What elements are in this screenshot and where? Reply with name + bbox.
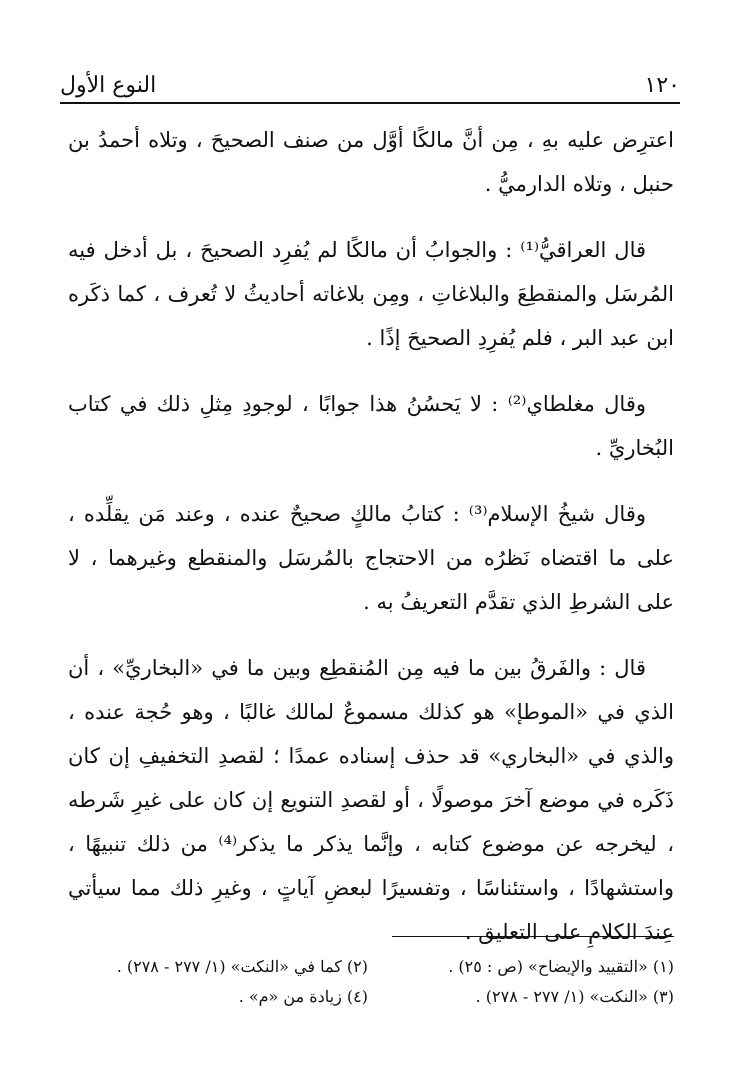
paragraph: اعترِض عليه بهِ ، مِن أنَّ مالكًا أوَّل من صنف الصحيحَ ، وتلاه أحمدُ بن حنبل ، وتلاه الدارميُّ .	[68, 128, 674, 196]
footnote-3: (٣) «النكت» (١/ ٢٧٧ - ٢٧٨) .	[475, 987, 674, 1006]
footnote-2: (٢) كما في «النكت» (١/ ٢٧٧ - ٢٧٨) .	[116, 957, 368, 976]
header-rule	[60, 102, 680, 104]
paragraph: وقال شيخُ الإسلام⁽³⁾ : كتابُ مالكٍ صحيحٌ عنده ، وعند مَن يقلِّده ، على ما اقتضاه نَظرُه من الاحتجاج بالمُرسَل والمنقطع وغيرهما ، لا على الشرطِ الذي تقدَّم التعريفُ به .	[68, 502, 674, 614]
paragraph: قال العراقيُّ⁽¹⁾ : والجوابُ أن مالكًا لم يُفرِد الصحيحَ ، بل أدخل فيه المُرسَل والمنقطِعَ والبلاغاتِ ، ومِن بلاغاته أحاديثُ لا تُعرف ، كما ذكَره ابن عبد البر ، فلم يُفرِدِ الصحيحَ إذًا .	[68, 238, 674, 350]
running-title: النوع الأول	[60, 73, 157, 98]
footnotes	[68, 952, 674, 1012]
footnote-1: (١) «التقييد والإيضاح» (ص : ٢٥) .	[448, 957, 674, 976]
page-number: ١٢٠	[644, 73, 680, 98]
main-text	[68, 118, 674, 976]
footnote-rule	[392, 936, 674, 937]
paragraph: وقال مغلطاي⁽²⁾ : لا يَحسُنُ هذا جوابًا ، لوجودِ مِثلِ ذلك في كتاب البُخاريِّ .	[68, 392, 674, 460]
page-header	[60, 62, 680, 98]
footnote-4: (٤) زيادة من «م» .	[238, 987, 368, 1006]
paragraph: قال : والفَرقُ بين ما فيه مِن المُنقطِع وبين ما في «البخاريِّ» ، أن الذي في «الموطإ» هو كذلك مسموعٌ لمالك غالبًا ، وهو حُجة عنده ، والذي في «البخاري» قد حذف إسناده عمدًا ؛ لقصدِ التخفيفِ إن كان ذَكَره في موضع آخرَ موصولًا ، أو لقصدِ التنويع إن كان على غيرِ شَرطه ، ليخرجه عن موضوع كتابه ، وإنَّما يذكر ما يذكر⁽⁴⁾ من ذلك تنبيهًا ، واستشهادًا ، واستئناسًا ، وتفسيرًا لبعضِ آياتٍ ، وغيرِ ذلك مما سيأتي عِندَ الكلامِ على التعليق .	[68, 656, 674, 944]
